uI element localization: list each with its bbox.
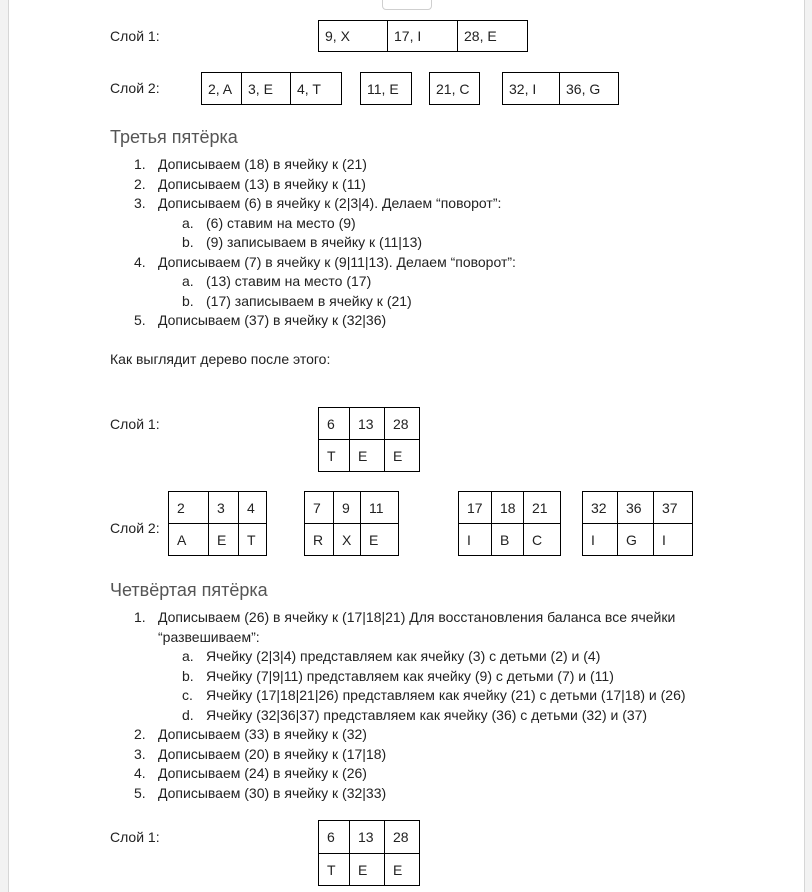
list-text: “развешиваем”: [158,628,260,645]
node-value: T [247,531,256,548]
list-text: Ячейку (7|9|11) представляем как ячейку (9) с детьми (7) и (11) [206,667,614,684]
section4-list [134,608,686,803]
list-letter: a. [182,273,194,289]
list-number: 4. [134,765,146,781]
layer1-label: Слой 1: [110,829,160,845]
section-heading: Третья пятёрка [110,127,238,147]
tree-node [304,491,399,556]
list-subitem [134,706,686,726]
node-value: E [209,524,239,555]
list-letter: a. [182,648,194,664]
list-number: 2. [134,726,146,742]
node-key: 6 [319,821,350,854]
list-text: Дописываем (24) в ячейку к (26) [158,765,367,781]
node-cell: 11, E [360,72,412,105]
tree-node [168,491,267,556]
layer2-label: Слой 2: [110,520,160,536]
list-item [134,311,516,331]
layer1-label: Слой 1: [110,28,160,44]
list-subitem [134,647,686,667]
node-key: 3 [209,492,239,524]
document-page [8,0,805,892]
layer1-node [318,20,528,52]
list-text: Дописываем (33) в ячейку к (32) [158,726,367,742]
node-key: 28 [385,408,419,440]
section3-list [134,155,516,331]
layer2-node [502,72,619,105]
list-letter: b. [182,234,194,250]
node-key: 36 [618,492,654,524]
list-subitem [134,233,516,253]
node-value: E [369,531,379,548]
node-value: R [305,524,334,555]
list-item [134,194,516,214]
node-cell: 2, A [201,72,242,105]
list-number: 1. [134,156,146,172]
node-value: E [393,861,403,878]
list-letter: b. [182,667,194,684]
node-cell: 9, X [318,20,388,52]
list-text: (13) ставим на место (17) [206,273,372,289]
list-item [134,784,686,804]
node-cell: 3, E [242,72,291,105]
list-subitem [134,214,516,234]
node-value: I [583,524,618,555]
layer1-label: Слой 1: [110,416,160,432]
node-value: I [459,524,492,555]
list-item [134,608,686,628]
list-number: 2. [134,175,146,192]
list-text: Ячейку (17|18|21|26) представляем как ячейку (21) с детьми (17|18) и (26) [206,687,686,703]
list-letter: c. [182,687,193,703]
list-number: 3. [134,195,146,211]
list-subitem [134,667,686,687]
tree-node-root [318,820,420,886]
list-item [134,745,686,765]
list-number: 4. [134,253,146,270]
node-key: 9 [334,492,361,524]
node-key: 17 [459,492,492,524]
list-item [134,725,686,745]
list-number: 5. [134,784,146,801]
node-key: 13 [350,408,385,440]
list-text: Ячейку (32|36|37) представляем как ячейку (36) с детьми (32) и (37) [206,706,648,723]
node-value: G [618,524,654,555]
node-cell: 4, T [291,72,342,105]
node-key: 4 [239,492,267,524]
node-key: 11 [361,492,398,524]
list-text: Дописываем (18) в ячейку к (21) [158,156,367,172]
node-value: T [319,440,350,471]
node-key: 13 [350,821,385,854]
node-key: 28 [385,821,419,854]
node-value: T [319,854,350,885]
list-text: (17) записываем в ячейку к (21) [206,292,412,309]
node-key: 32 [583,492,618,524]
list-letter: d. [182,706,194,723]
list-subitem [134,686,686,706]
list-item-continuation [134,628,686,648]
node-value: E [350,854,385,885]
node-cell: 21, C [429,72,480,105]
node-key: 37 [654,492,692,524]
list-text: Дописываем (37) в ячейку к (32|36) [158,312,387,328]
list-number: 5. [134,312,146,328]
list-text: Дописываем (6) в ячейку к (2|3|4). Делаем “поворот”: [158,195,502,211]
tree-node-root [318,407,420,472]
list-item [134,253,516,273]
node-value: X [334,524,361,555]
node-cell: 36, G [560,72,619,105]
node-value: B [492,524,524,555]
page-separator-tab [382,0,432,10]
list-subitem [134,292,516,312]
list-subitem [134,272,516,292]
list-letter: b. [182,292,194,309]
node-key: 6 [319,408,350,440]
list-text: Дописываем (13) в ячейку к (11) [158,175,366,192]
list-letter: a. [182,214,194,231]
layer2-label: Слой 2: [110,80,160,96]
list-number: 1. [134,609,146,625]
tree-node [458,491,561,556]
node-value: E [393,447,403,464]
list-text: (6) ставим на место (9) [206,214,356,231]
node-cell: 17, I [388,20,458,52]
list-text: Дописываем (30) в ячейку к (32|33) [158,784,387,801]
node-value: I [662,531,666,548]
node-value: E [350,440,385,471]
list-text: Дописываем (26) в ячейку к (17|18|21) Для восстановления баланса все ячейки [158,609,676,625]
node-value: C [532,531,543,548]
layer2-node [201,72,342,105]
node-cell: 32, I [502,72,560,105]
list-item [134,175,516,195]
node-key: 21 [524,492,560,524]
node-key: 7 [305,492,334,524]
section-heading: Четвёртая пятёрка [110,580,268,600]
node-key: 18 [492,492,524,524]
node-key: 2 [169,492,209,524]
list-text: (9) записываем в ячейку к (11|13) [206,234,423,250]
list-text: Дописываем (7) в ячейку к (9|11|13). Делаем “поворот”: [158,253,516,270]
layer2-node [360,72,412,105]
node-value: A [169,524,209,555]
node-cell: 28, E [458,20,528,52]
list-text: Ячейку (2|3|4) представляем как ячейку (3) с детьми (2) и (4) [206,648,601,664]
list-item [134,155,516,175]
list-text: Дописываем (20) в ячейку к (17|18) [158,745,387,762]
list-number: 3. [134,745,146,762]
layer2-node [429,72,480,105]
paragraph: Как выглядит дерево после этого: [110,351,331,367]
list-item [134,764,686,784]
tree-node [582,491,693,556]
